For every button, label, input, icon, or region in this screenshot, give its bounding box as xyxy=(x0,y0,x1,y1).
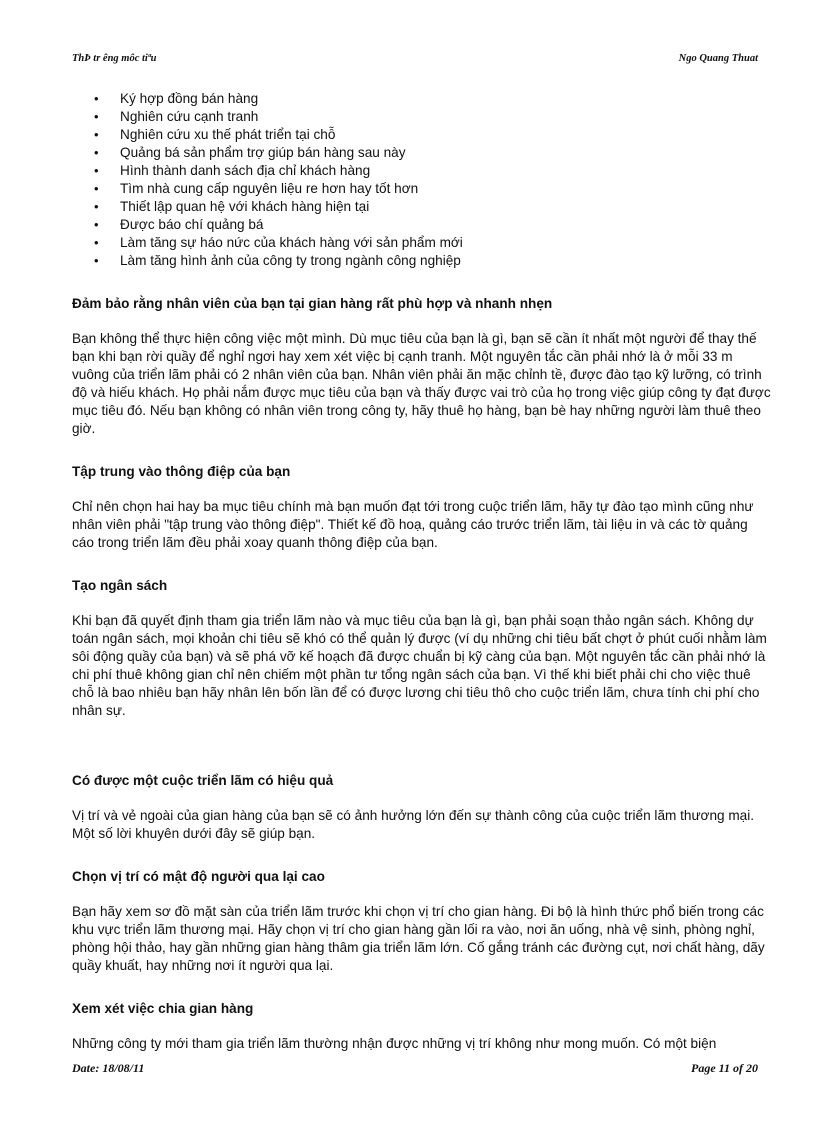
section-heading-booth-sharing: Xem xét việc chia gian hàng xyxy=(72,1001,254,1016)
section-paragraph-budget: Khi bạn đã quyết định tham gia triển lãm nào và mục tiêu của bạn là gì, bạn phải soạn thảo ngân sách. Không dự toán ngân sách, mọi khoản chi tiêu sẽ khó có thể quản lý được (ví dụ những chi tiêu bất chợt ở phút cuối nhằm làm sôi động quầy của bạn) và sẽ phá vỡ kế hoạch đã được chuẩn bị kỹ càng của bạn. Một nguyên tắc cần phải nhớ là chi phí thuê không gian chỉ nên chiếm một phần tư tổng ngân sách của bạn. Vì thế khi biết phải chi cho việc thuê chỗ là bao nhiêu bạn hãy nhân lên bốn lần để có được lương chi tiêu thô cho cuộc triển lãm, chưa tính chi phí cho nhân sự. xyxy=(72,613,767,718)
section-paragraph-effective-exhibition: Vị trí và vẻ ngoài của gian hàng của bạn sẽ có ảnh hưởng lớn đến sự thành công của cuộc triển lãm thương mại. Một số lời khuyên dưới đây sẽ giúp bạn. xyxy=(72,808,755,841)
header-author: Ngo Quang Thuat xyxy=(678,53,758,64)
footer-date: Date: 18/08/11 xyxy=(72,1061,145,1075)
objectives-list xyxy=(72,90,772,270)
section-paragraph-staff: Bạn không thể thực hiện công việc một mình. Dù mục tiêu của bạn là gì, bạn sẽ cần ít nhất một người để thay thế bạn khi bạn rời quầy để nghỉ ngơi hay xem xét việc bị cạnh tranh. Một nguyên tắc cần phải nhớ là ở mỗi 33 m vuông của triển lãm phải có 2 nhân viên của bạn. Nhân viên phải ăn mặc chỉnh tề, được đào tạo kỹ lưỡng, có trình độ và hiếu khách. Họ phải nắm được mục tiêu của bạn và thấy được vai trò của họ trong việc giúp công ty đạt được mục tiêu đó. Nếu bạn không có nhân viên trong công ty, hãy thuê họ hàng, bạn bè hay những người làm thuê theo giờ. xyxy=(72,331,771,436)
list-item: • Làm tăng sự háo nức của khách hàng với sản phẩm mới xyxy=(120,234,772,252)
list-item: • Được báo chí quảng bá xyxy=(120,216,772,234)
section-heading-effective-exhibition: Có được một cuộc triển lãm có hiệu quả xyxy=(72,773,334,788)
section-heading-staff: Đảm bảo rằng nhân viên của bạn tại gian hàng rất phù hợp và nhanh nhẹn xyxy=(72,296,553,311)
section-paragraph-message: Chỉ nên chọn hai hay ba mục tiêu chính mà bạn muốn đạt tới trong cuộc triển lãm, hãy tự đào tạo mình cũng như nhân viên phải "tập trung vào thông điệp". Thiết kế đồ hoạ, quảng cáo trước triển lãm, tài liệu in và các tờ quảng cáo trong triển lãm đều phải xoay quanh thông điệp của bạn. xyxy=(72,499,754,550)
list-item: • Thiết lập quan hệ với khách hàng hiện tại xyxy=(120,198,772,216)
list-item: • Nghiên cứu cạnh tranh xyxy=(120,108,772,126)
footer-page-number: Page 11 of 20 xyxy=(691,1061,758,1075)
list-item: • Quảng bá sản phẩm trợ giúp bán hàng sau này xyxy=(120,144,772,162)
document-body xyxy=(72,90,772,1053)
section-paragraph-booth-sharing: Những công ty mới tham gia triển lãm thường nhận được những vị trí không như mong muốn. Có một biện xyxy=(72,1036,717,1051)
section-heading-location: Chọn vị trí có mật độ người qua lại cao xyxy=(72,869,325,884)
list-item: • Ký hợp đồng bán hàng xyxy=(120,90,772,108)
section-heading-message: Tập trung vào thông điệp của bạn xyxy=(72,464,291,479)
list-item: • Tìm nhà cung cấp nguyên liệu re hơn hay tốt hơn xyxy=(120,180,772,198)
list-item: • Hình thành danh sách địa chỉ khách hàng xyxy=(120,162,772,180)
list-item: • Nghiên cứu xu thế phát triển tại chỗ xyxy=(120,126,772,144)
list-item: • Làm tăng hình ảnh của công ty trong ngành công nghiệp xyxy=(120,252,772,270)
section-paragraph-location: Bạn hãy xem sơ đồ mặt sàn của triển lãm trước khi chọn vị trí cho gian hàng. Đi bộ là hình thức phổ biến trong các khu vực triển lãm thương mại. Hãy chọn vị trí cho gian hàng gần lối ra vào, nơi ăn uống, nhà vệ sinh, phòng nghỉ, phòng hội thảo, hay gần những gian hàng thâm gia triển lãm lớn. Cố gắng tránh các đường cụt, nơi chất hàng, dãy quầy khuất, hay những nơi ít người qua lại. xyxy=(72,904,765,973)
section-heading-budget: Tạo ngân sách xyxy=(72,578,168,593)
header-left-title: ThÞ tr êng môc tiªu xyxy=(72,53,157,64)
